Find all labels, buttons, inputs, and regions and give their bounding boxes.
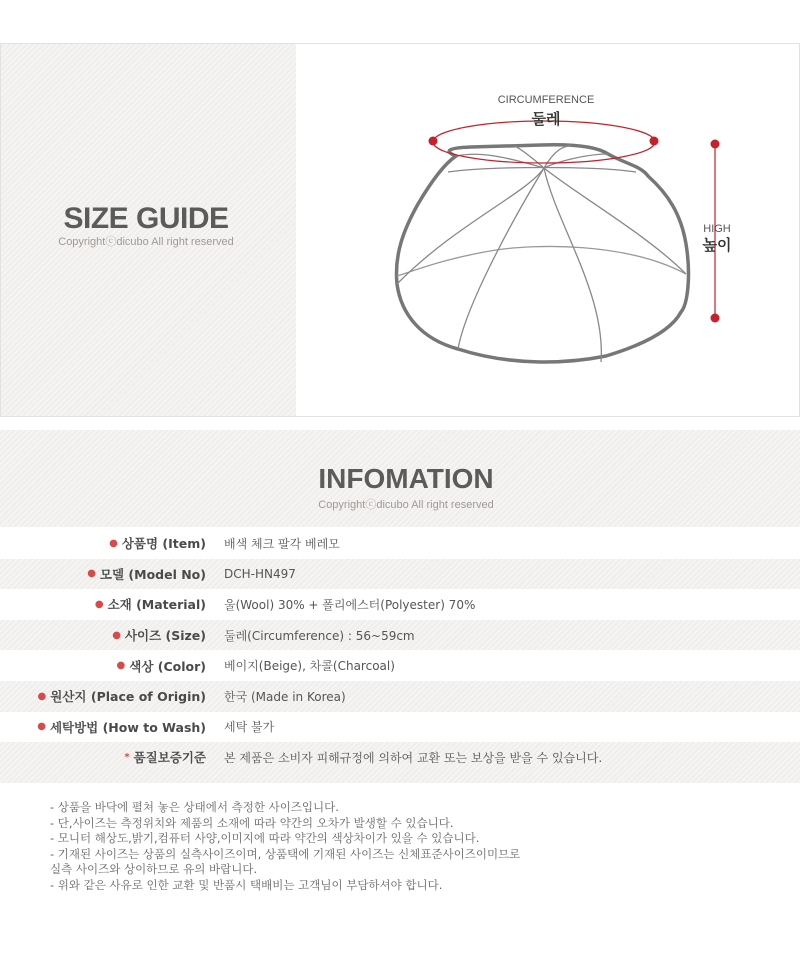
info-row-warranty	[0, 742, 800, 783]
info-row-model	[0, 559, 800, 590]
hat-diagram-panel	[296, 44, 800, 416]
size-guide-title: SIZE GUIDE	[63, 202, 229, 235]
asterisk-icon: *	[124, 751, 130, 763]
information-copyright: Copyrightⓒdicubo All right reserved	[318, 499, 494, 511]
info-value: 본 제품은 소비자 피해규정에 의하여 교환 또는 보상을 받을 수 있습니다.	[224, 750, 603, 765]
info-value: 울(Wool) 30% + 폴리에스터(Polyester) 70%	[224, 597, 476, 612]
info-row-color	[0, 650, 800, 681]
bullet-icon: ●	[112, 629, 121, 641]
height-top-dot	[711, 140, 720, 149]
circumference-left-dot	[429, 137, 438, 146]
info-label: 소재 (Material)	[107, 597, 206, 613]
info-row-wash	[0, 712, 800, 743]
info-label: 모델 (Model No)	[99, 566, 206, 582]
info-row-material	[0, 589, 800, 620]
bullet-icon: ●	[37, 721, 46, 733]
height-label-ko: 높이	[702, 237, 732, 254]
bullet-icon: ●	[37, 690, 47, 702]
size-guide-section	[0, 43, 800, 417]
info-row-size	[0, 620, 800, 651]
note-item: - 위와 같은 사유로 인한 교환 및 반품시 택배비는 고객님이 부담하셔야 합니다.	[50, 877, 443, 892]
info-label: 상품명 (Item)	[121, 536, 206, 552]
size-guide-copyright: Copyrightⓒdicubo All right reserved	[58, 236, 234, 248]
info-label: 원산지 (Place of Origin)	[50, 689, 206, 705]
note-item: - 기재된 사이즈는 상품의 실측사이즈이며, 상품택에 기재된 사이즈는 신체표준사이즈이미므로	[50, 846, 521, 861]
info-label: 사이즈 (Size)	[124, 628, 206, 644]
product-info-table	[0, 528, 800, 783]
height-bottom-dot	[711, 314, 720, 323]
info-label: 색상 (Color)	[129, 658, 206, 674]
information-header	[0, 430, 800, 527]
info-row-origin	[0, 681, 800, 712]
notes-list	[50, 800, 750, 894]
note-item: - 단,사이즈는 측정위치와 제품의 소재에 따라 약간의 오차가 발생할 수 있습니다.	[50, 815, 454, 830]
circumference-label-en: CIRCUMFERENCE	[497, 94, 595, 106]
size-guide-title-panel	[0, 44, 296, 416]
info-row-item	[0, 528, 800, 559]
bullet-icon: ●	[94, 598, 104, 610]
info-value: 세탁 불가	[224, 720, 275, 735]
info-value: 베이지(Beige), 차콜(Charcoal)	[224, 659, 395, 674]
info-value: DCH-HN497	[224, 566, 296, 581]
bullet-icon: ●	[87, 568, 96, 580]
info-label: 품질보증기준	[133, 750, 206, 766]
info-value: 둘레(Circumference) : 56~59cm	[224, 628, 415, 643]
bullet-icon: ●	[109, 537, 118, 549]
info-value: 한국 (Made in Korea)	[224, 689, 346, 704]
height-label-en: HIGH	[703, 223, 731, 235]
information-title: INFOMATION	[318, 463, 494, 494]
note-item: 실측 사이즈와 상이하므로 유의 바랍니다.	[50, 862, 258, 877]
circumference-label-ko: 둘레	[531, 111, 561, 128]
info-value: 배색 체크 팔각 베레모	[224, 536, 340, 551]
circumference-right-dot	[650, 137, 659, 146]
note-item: - 상품을 바닥에 펼쳐 놓은 상태에서 측정한 사이즈입니다.	[50, 800, 339, 814]
beret-outline	[396, 145, 688, 362]
info-label: 세탁방법 (How to Wash)	[49, 719, 206, 735]
bullet-icon: ●	[116, 660, 126, 672]
note-item: - 모니터 해상도,밝기,컴퓨터 사양,이미지에 따라 약간의 색상차이가 있을 수 있습니다.	[50, 831, 480, 846]
